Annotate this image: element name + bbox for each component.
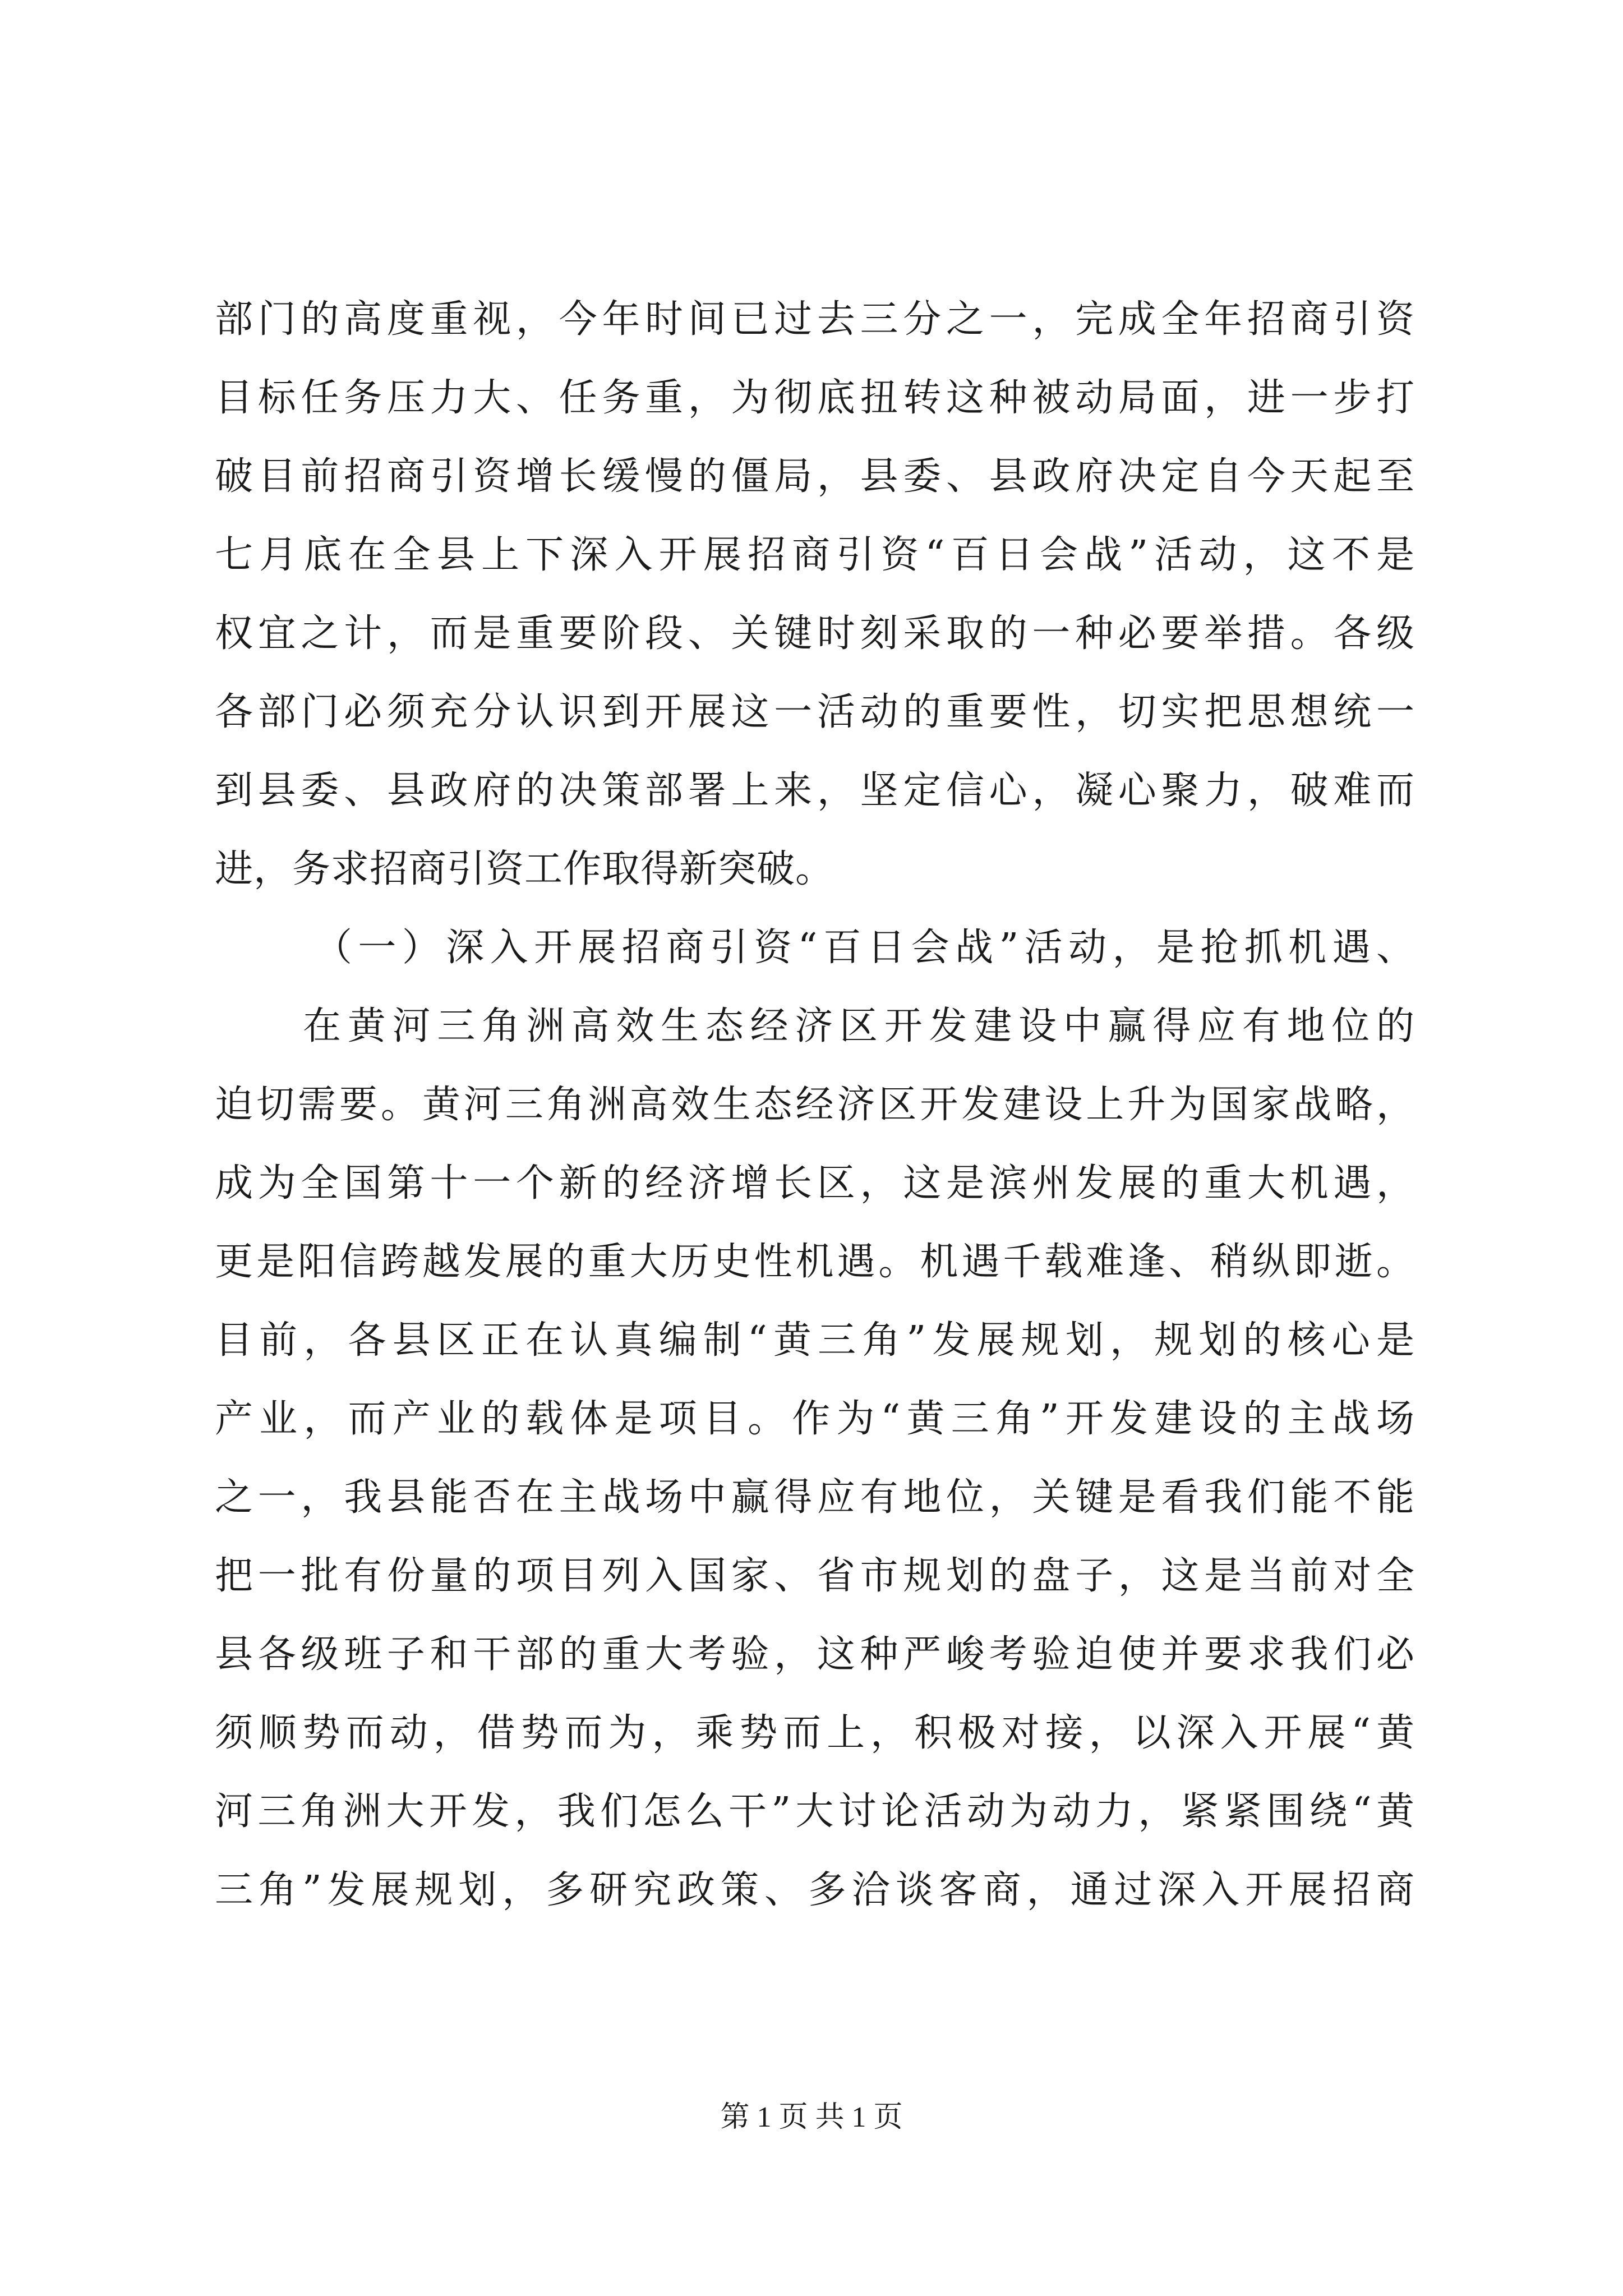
text-line-21: 三角”发展规划，多研究政策、多洽谈客商，通过深入开展招商 (215, 1868, 1415, 1912)
text-line-1: 部门的高度重视，今年时间已过去三分之一，完成全年招商引资 (215, 297, 1415, 342)
text-line-2: 目标任务压力大、任务重，为彻底扭转这种被动局面，进一步打 (215, 376, 1415, 420)
text-line-10: 在黄河三角洲高效生态经济区开发建设中赢得应有地位的 (303, 1004, 1415, 1048)
text-line-15: 产业，而产业的载体是项目。作为“黄三角”开发建设的主战场 (215, 1397, 1415, 1441)
text-line-11: 迫切需要。黄河三角洲高效生态经济区开发建设上升为国家战略， (215, 1083, 1415, 1127)
text-line-8: 进，务求招商引资工作取得新突破。 (215, 847, 834, 891)
text-line-12: 成为全国第十一个新的经济增长区，这是滨州发展的重大机遇， (215, 1161, 1415, 1205)
text-line-17: 把一批有份量的项目列入国家、省市规划的盘子，这是当前对全 (215, 1554, 1415, 1598)
text-line-13: 更是阳信跨越发展的重大历史性机遇。机遇千载难逢、稍纵即逝。 (215, 1240, 1415, 1284)
text-line-16: 之一，我县能否在主战场中赢得应有地位，关键是看我们能不能 (215, 1475, 1415, 1520)
text-line-6: 各部门必须充分认识到开展这一活动的重要性，切实把思想统一 (215, 690, 1415, 734)
page-number-footer: 第 1 页 共 1 页 (720, 2101, 903, 2133)
text-line-5: 权宜之计，而是重要阶段、关键时刻采取的一种必要举措。各级 (215, 611, 1415, 656)
text-line-3: 破目前招商引资增长缓慢的僵局，县委、县政府决定自今天起至 (215, 454, 1415, 499)
text-line-14: 目前，各县区正在认真编制“黄三角”发展规划，规划的核心是 (215, 1318, 1415, 1363)
text-line-7: 到县委、县政府的决策部署上来，坚定信心，凝心聚力，破难而 (215, 769, 1415, 813)
text-line-18: 县各级班子和干部的重大考验，这种严峻考验迫使并要求我们必 (215, 1632, 1415, 1677)
text-line-20: 河三角洲大开发，我们怎么干”大讨论活动为动力，紧紧围绕“黄 (215, 1789, 1415, 1834)
section-heading-1: （一）深入开展招商引资“百日会战”活动，是抢抓机遇、 (314, 926, 1415, 970)
text-line-19: 须顺势而动，借势而为，乘势而上，积极对接，以深入开展“黄 (215, 1711, 1415, 1755)
text-line-4: 七月底在全县上下深入开展招商引资“百日会战”活动，这不是 (215, 533, 1415, 577)
